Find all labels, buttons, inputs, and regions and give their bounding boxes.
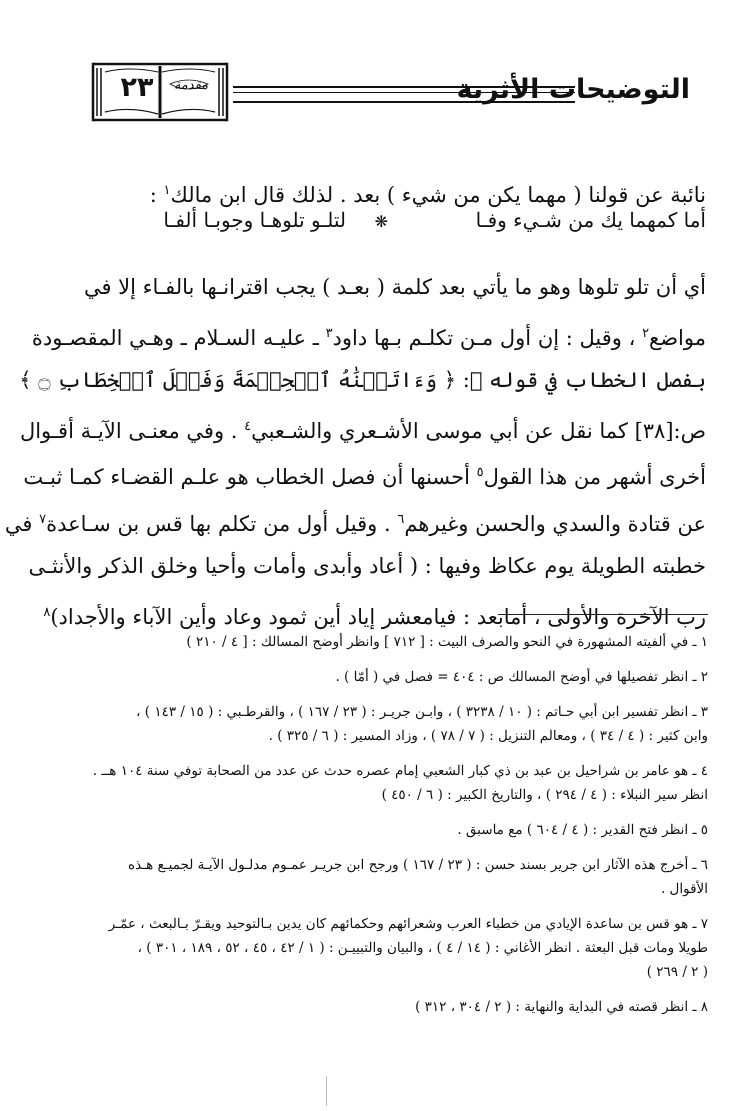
footnote-line: ٣ ـ انظر تفسير ابن أبي حـاتم : ( ١٠ / ٣٢٣٨ ) ، وابـن جريـر : ( ٢٣ / ١٦٧ ) ، والقرطـبي : ( ١٥ / ١٤٣ ) ، <box>136 704 708 720</box>
main-text <box>4 170 706 636</box>
intro-line <box>84 170 706 212</box>
line-text: أخرى أشهر من هذا القول <box>483 465 706 489</box>
text-line <box>23 450 706 497</box>
footnote-ref: ٦ <box>397 511 405 527</box>
footnote-7 <box>108 912 708 984</box>
footnote-3 <box>136 700 708 748</box>
footnotes <box>92 630 708 1030</box>
section-label: مقدمة <box>173 78 209 93</box>
footnote-6 <box>128 853 708 901</box>
line-text: ، وقيل : إن أول مـن تكلـم بـها داود <box>332 325 643 350</box>
footnote-5: ٥ ـ انظر فتح القدير : ( ٤ / ٦٠٤ ) مع ماسبق . <box>457 822 708 838</box>
line-text: . وقيل أول من تكلم بها قس بن سـاعدة <box>46 511 398 536</box>
footnote-line: طويلا ومات قبل البعثة . انظر الأغاني : ( ١٤ / ٤ ) ، والبيان والتبييـن : ( ١ / ٤٢ ، ٤٥ ، ٥٢ ، ١٨٩ ، ٣٠١ ) ، <box>137 940 708 956</box>
footnote-1: ١ ـ في ألفيته المشهورة في النحو والصرف البيت : [ ٧١٢ ] وانظر أوضح المسالك : [ ٤ / ٢١٠ ) <box>186 634 708 650</box>
book-title: التوضيحات الأثرية <box>456 74 690 105</box>
footnote-line: ٧ ـ هو قس بن ساعدة الإيادي من خطباء العرب وشعرائهم وحكمائهم كان يدين بـالتوحيد ويقـرّ بـالبعث ، عمّـر <box>108 916 708 932</box>
verse-first-hemistich: أما كمهما يك من شـيء وفـا <box>475 208 706 232</box>
line-text: ـ عليـه السـلام ـ وهـي المقصـودة <box>31 325 326 350</box>
line-text: مواضع <box>649 325 706 350</box>
footnote-ref: ٨ <box>43 604 51 620</box>
footnote-ref: ٧ <box>39 511 47 527</box>
page-fold-mark <box>326 1076 327 1106</box>
verse-second-hemistich: لتلـو تلوهـا وجوبـا ألفـا <box>163 208 346 232</box>
footnote-ref: ٤ <box>244 418 252 434</box>
footnote-ref: ٥ <box>476 465 484 480</box>
footnote-divider <box>498 614 708 615</box>
line-text: رب الآخرة والأولى ، أمابعد : فيامعشر إياد أين ثمود وعاد وأين الآباء والأجداد) <box>50 604 706 629</box>
line-text: في <box>4 511 40 536</box>
page-header <box>90 62 690 124</box>
line-text: بفصل الخطاب في قوله ﷺ: ﴿ وَءَاتَيۡنَٰهُ ٱلۡحِكۡمَةَ وَفَصۡلَ ٱلۡخِطَابِ ۝ ﴾ <box>19 368 706 392</box>
line-text: . وفي معنـى الآيـة أقـوال <box>19 418 245 443</box>
text-line <box>4 497 706 544</box>
verse-separator-icon: ❋ <box>374 212 388 231</box>
footnote-line: ( ٢ / ٢٦٩ ) <box>646 964 708 980</box>
intro-end: : <box>149 183 164 207</box>
text-line <box>31 311 706 358</box>
footnote-4 <box>92 759 708 807</box>
text-line <box>19 404 706 451</box>
body-paragraph <box>4 264 706 636</box>
text-line <box>28 543 706 590</box>
footnote-line: ٤ ـ هو عامر بن شراحيل بن عبد بن ذي كبار الشعبي إمام عصره حدث عن عدد من الصحابة توفي سنة ١٠٤ هــ . <box>92 763 708 779</box>
footnote-line: وابن كثير : ( ٤ / ٣٤ ) ، ومعالم التنزيل : ( ٧ / ٧٨ ) ، وزاد المسير : ( ٦ / ٣٢٥ ) . <box>268 728 708 744</box>
footnote-line: ٦ ـ أخرج هذه الآثار ابن جرير بسند حسن : ( ٢٣ / ١٦٧ ) ورجح ابن جريـر عمـوم مدلـول الآيـة لجميـع هـذه <box>128 857 708 873</box>
footnote-line: الأقوال . <box>660 881 708 897</box>
text-line <box>84 264 706 311</box>
line-text: ص:[٣٨] كما نقل عن أبي موسى الأشـعري والشـعبي <box>251 418 706 443</box>
footnote-ref: ٢ <box>642 325 650 341</box>
footnote-ref: ٣ <box>325 325 333 341</box>
poetry-verse <box>84 208 706 244</box>
page-number: ٢٣ <box>120 72 154 103</box>
footnote-8: ٨ ـ انظر قصته في البداية والنهاية : ( ٢ / ٣٠٤ ، ٣١٢ ) <box>415 999 708 1015</box>
text-line <box>19 357 706 404</box>
footnote-2: ٢ ـ انظر تفصيلها في أوضح المسالك ص : ٤٠٤ = فصل في ( أمّا ) . <box>335 669 708 685</box>
intro-text: نائبة عن قولنا ( مهما يكن من شيء ) بعد . لذلك قال ابن مالك <box>170 183 706 207</box>
line-text: خطبته الطويلة يوم عكاظ وفيها : ( أعاد وأبدى وأمات وأحيا وخلق الذكر والأنثـى <box>28 554 706 578</box>
line-text: عن قتادة والسدي والحسن وغيرهم <box>404 511 706 536</box>
line-text: أحسنها أن فصل الخطاب هو علـم القضـاء كمـا ثبـت <box>23 465 477 489</box>
footnote-ref: ١ <box>163 183 171 198</box>
footnote-line: انظر سير النبلاء : ( ٤ / ٢٩٤ ) ، والتاريخ الكبير : ( ٦ / ٤٥٠ ) <box>381 787 708 803</box>
line-text: أي أن تلو تلوها وهو ما يأتي بعد كلمة ( بعـد ) يجب اقترانـها بالفـاء إلا في <box>83 275 706 299</box>
